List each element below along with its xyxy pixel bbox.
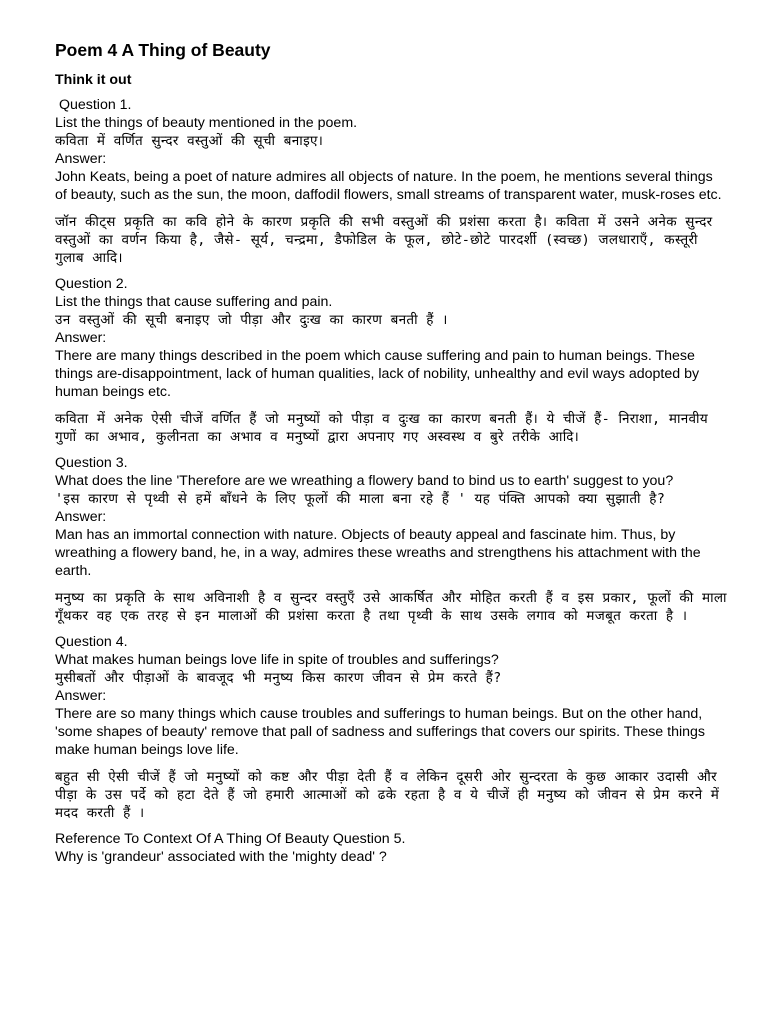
reference-block (55, 830, 728, 866)
question-text-hindi: 'इस कारण से पृथ्वी से हमें बाँधने के लिए फूलों की माला बना रहे हैं ' यह पंक्ति आपको क्या सुझाती है? (55, 491, 666, 507)
section-subtitle: Think it out (55, 72, 132, 88)
question-block-3 (55, 454, 728, 625)
question-text-hindi: कविता में वर्णित सुन्दर वस्तुओं की सूची बनाइए। (55, 133, 324, 149)
question-label: Question 4. (55, 634, 128, 650)
reference-question: Why is 'grandeur' associated with the 'mighty dead' ? (55, 849, 387, 865)
answer-label: Answer: (55, 330, 107, 346)
question-block-4 (55, 633, 728, 822)
answer-label: Answer: (55, 688, 107, 704)
answer-text-hindi: बहुत सी ऐसी चीजें हैं जो मनुष्यों को कष्ट और पीड़ा देती हैं व लेकिन दूसरी ओर सुन्दरता के कुछ आकार उदासी और पीड़ा के उस पर्दे को हटा देते हैं जो हमारी आत्माओं को ढके रहता है व ये चीजें ही मनुष्य को जीवन से प्रेम करने में मदद करती हैं । (55, 769, 720, 821)
question-text: What makes human beings love life in spite of troubles and sufferings? (55, 652, 499, 668)
question-text-hindi: मुसीबतों और पीड़ाओं के बावजूद भी मनुष्य किस कारण जीवन से प्रेम करते हैं? (55, 670, 502, 686)
page-title: Poem 4 A Thing of Beauty (55, 40, 271, 60)
question-label: Question 1. (55, 97, 132, 113)
answer-text: There are many things described in the poem which cause suffering and pain to human beings. These things are-disappointment, lack of human qualities, lack of nobility, unhealthy and evil ways adopted by human beings etc. (55, 348, 700, 400)
question-label: Question 3. (55, 455, 128, 471)
answer-label: Answer: (55, 151, 107, 167)
question-text: List the things that cause suffering and pain. (55, 294, 333, 310)
question-label: Question 2. (55, 276, 128, 292)
question-block-2 (55, 275, 728, 446)
reference-heading: Reference To Context Of A Thing Of Beauty Question 5. (55, 831, 406, 847)
answer-label: Answer: (55, 509, 107, 525)
question-block-1 (55, 96, 728, 267)
question-text-hindi: उन वस्तुओं की सूची बनाइए जो पीड़ा और दुःख का कारण बनती हैं । (55, 312, 448, 328)
answer-text-hindi: जॉन कीट्स प्रकृति का कवि होने के कारण प्रकृति की सभी वस्तुओं की प्रशंसा करता है। कविता में उसने अनेक सुन्दर वस्तुओं का वर्णन किया है, जैसे- सूर्य, चन्द्रमा, डैफोडिल के फूल, छोटे-छोटे पारदर्शी (स्वच्छ) जलधाराएँ, कस्तूरी गुलाब आदि। (55, 214, 713, 266)
answer-text: Man has an immortal connection with nature. Objects of beauty appeal and fascinate him. Thus, by wreathing a flowery band, he, in a way, admires these wreaths and strengthens his attachment with the earth. (55, 527, 701, 579)
answer-text-hindi: कविता में अनेक ऐसी चीजें वर्णित हैं जो मनुष्यों को पीड़ा व दुःख का कारण बनती हैं। ये चीजें हैं- निराशा, मानवीय गुणों का अभाव, कुलीनता का अभाव व मनुष्यों द्वारा अपनाए गए अस्वस्थ व बुरे तरीके आदि। (55, 411, 708, 445)
answer-text-hindi: मनुष्य का प्रकृति के साथ अविनाशी है व सुन्दर वस्तुएँ उसे आकर्षित और मोहित करती हैं व इस प्रकार, फूलों की माला गूँथकर वह एक तरह से इन मालाओं की प्रशंसा करता है तथा पृथ्वी के साथ उसके लगाव को मजबूत करता है । (55, 590, 727, 624)
question-text: List the things of beauty mentioned in the poem. (55, 115, 358, 131)
answer-text: John Keats, being a poet of nature admires all objects of nature. In the poem, he mentions several things of beauty, such as the sun, the moon, daffodil flowers, small streams of transparent water, musk-roses etc. (55, 169, 722, 203)
question-text: What does the line 'Therefore are we wreathing a flowery band to bind us to earth' suggest to you? (55, 473, 674, 489)
answer-text: There are so many things which cause troubles and sufferings to human beings. But on the other hand, 'some shapes of beauty' remove that pall of sadness and sufferings that covers our spirits. These things make human beings love life. (55, 706, 705, 758)
